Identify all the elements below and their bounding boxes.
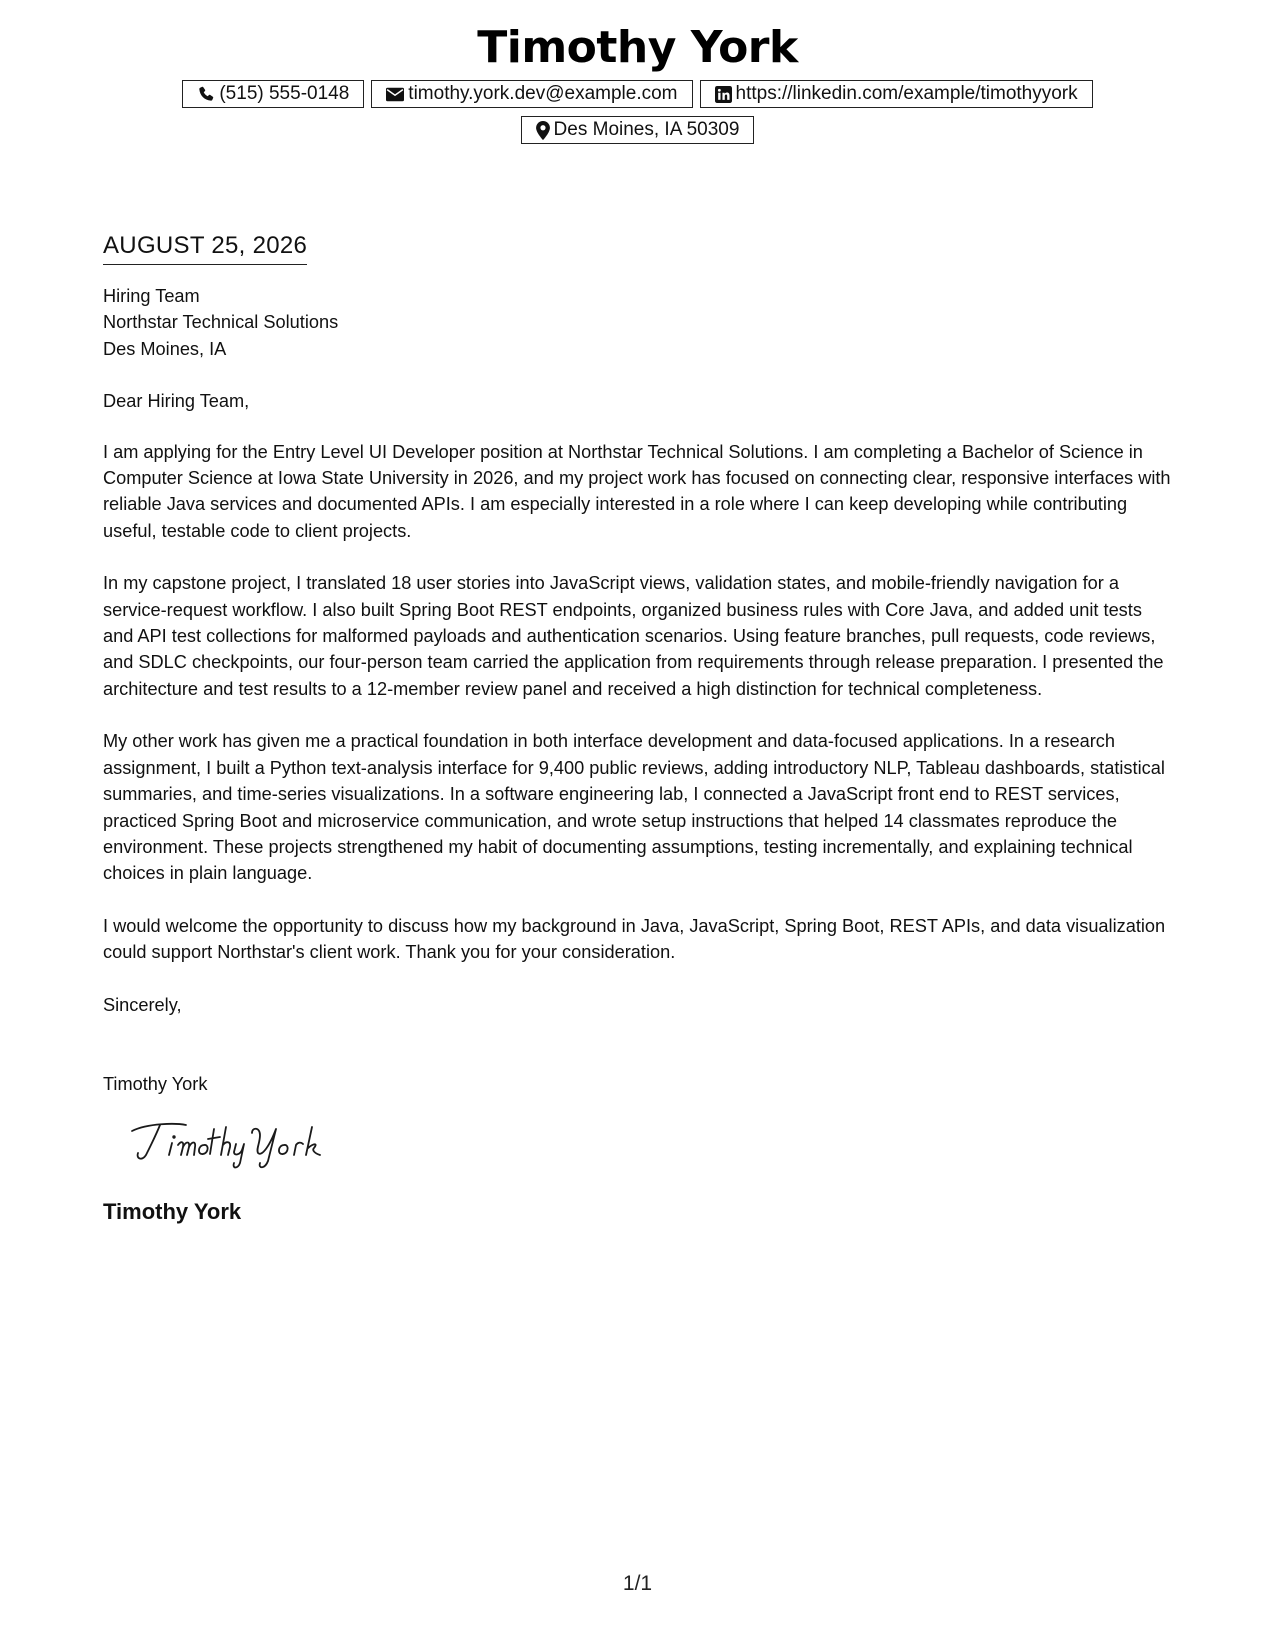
email-text: timothy.york.dev@example.com bbox=[408, 83, 678, 104]
letter-header bbox=[0, 20, 1275, 144]
phone-chip[interactable] bbox=[182, 80, 364, 108]
letter-body bbox=[103, 230, 1173, 1227]
email-chip[interactable] bbox=[371, 80, 692, 108]
linkedin-text: https://linkedin.com/example/timothyyork bbox=[735, 83, 1078, 104]
body-paragraph: My other work has given me a practical foundation in both interface development and data-focused applications. In a research assignment, I built a Python text-analysis interface for 9,400 public reviews, adding introductory NLP, Tableau dashboards, statistical summaries, and time-series visualizations. In a software engineering lab, I connected a JavaScript front end to REST services, practiced Spring Boot and microservice communication, and wrote setup instructions that helped 14 classmates reproduce the environment. These projects strengthened my habit of documenting assumptions, testing incrementally, and explaining technical choices in plain language. bbox=[103, 731, 1165, 884]
recipient-line: Hiring Team bbox=[103, 286, 200, 306]
phone-icon bbox=[197, 85, 215, 103]
recipient-line: Northstar Technical Solutions bbox=[103, 312, 339, 333]
typed-name: Timothy York bbox=[103, 1073, 208, 1094]
page-number: 1/1 bbox=[622, 1572, 653, 1595]
body-paragraph: I would welcome the opportunity to discuss how my background in Java, JavaScript, Spring Boot, REST APIs, and data visualization could support Northstar's client work. Thank you for your consideration. bbox=[103, 915, 1166, 963]
location-chip bbox=[521, 116, 755, 144]
recipient-block bbox=[103, 283, 1173, 362]
linkedin-chip[interactable] bbox=[700, 80, 1093, 108]
salutation: Dear Hiring Team, bbox=[103, 391, 250, 412]
location-text: Des Moines, IA 50309 bbox=[553, 119, 740, 140]
contact-bar bbox=[178, 80, 1098, 144]
closing: Sincerely, bbox=[103, 994, 182, 1015]
envelope-icon bbox=[386, 87, 404, 102]
map-pin-icon bbox=[536, 121, 550, 140]
applicant-name: Timothy York bbox=[477, 22, 798, 73]
phone-text: (515) 555-0148 bbox=[219, 83, 350, 104]
signed-name: Timothy York bbox=[103, 1199, 242, 1225]
recipient-line: Des Moines, IA bbox=[103, 338, 227, 359]
handwritten-signature bbox=[128, 1115, 358, 1173]
body-paragraph: I am applying for the Entry Level UI Developer position at Northstar Technical Solutions. I am completing a Bachelor of Science in Computer Science at Iowa State University in 2026, and my project work has focused on connecting clear, responsive interfaces with reliable Java services and documented APIs. I am especially interested in a role where I can keep developing while contributing useful, testable code to client projects. bbox=[103, 441, 1171, 541]
letter-date: AUGUST 25, 2026 bbox=[103, 230, 307, 265]
body-paragraph: In my capstone project, I translated 18 user stories into JavaScript views, validation states, and mobile-friendly navigation for a service-request workflow. I also built Spring Boot REST endpoints, organized business rules with Core Java, and added unit tests and API test collections for malformed payloads and authentication scenarios. Using feature branches, pull requests, code reviews, and SDLC checkpoints, our four-person team carried the application from requirements through release preparation. I presented the architecture and test results to a 12-member review panel and received a high distinction for technical completeness. bbox=[103, 573, 1164, 699]
linkedin-icon bbox=[715, 86, 732, 103]
